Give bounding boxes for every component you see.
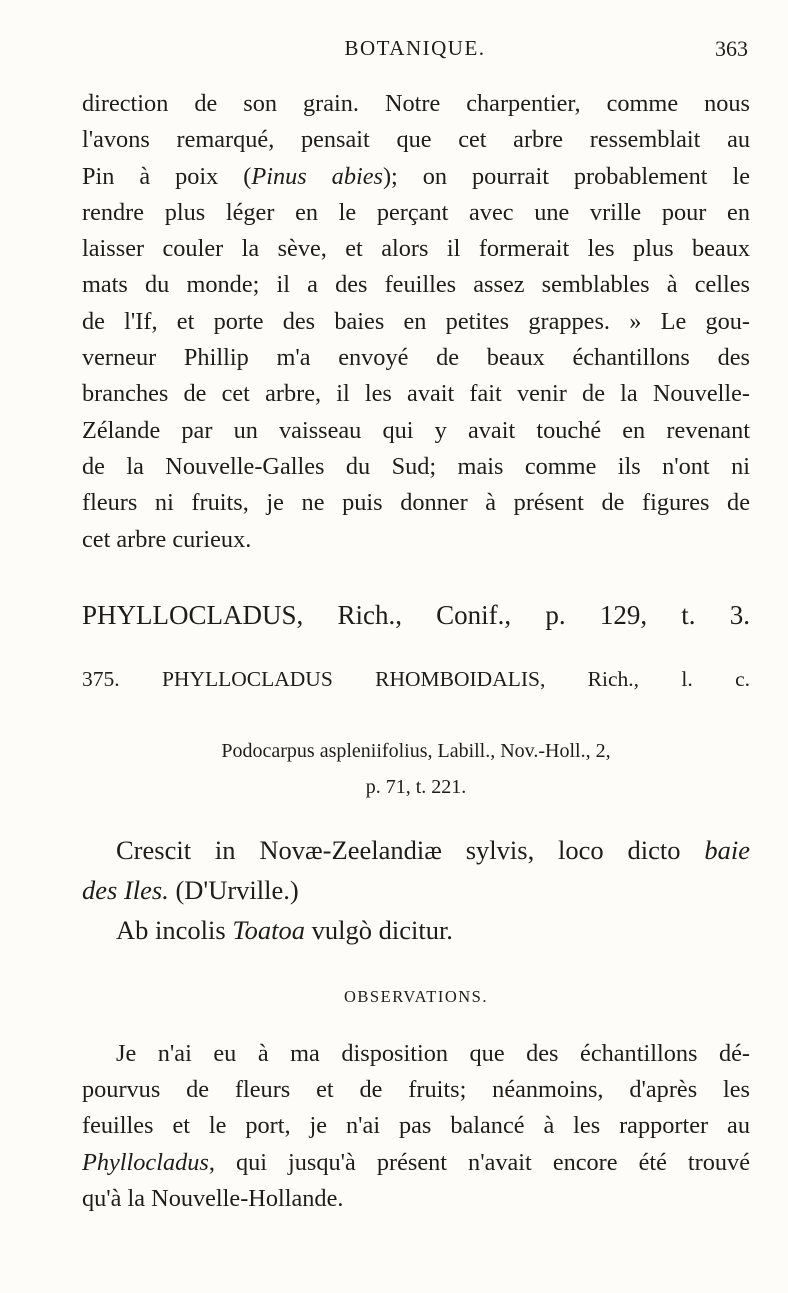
- text-line: Je n'ai eu à ma disposition que des échantillons dé-: [116, 1040, 750, 1067]
- observations-paragraph: [82, 1036, 750, 1217]
- habitat-line: [116, 910, 750, 950]
- text-segment: Ab incolis: [116, 915, 233, 945]
- text-segment: , qui jusqu'à présent n'avait encore été trouvé: [208, 1148, 750, 1176]
- text-line: rendre plus léger en le perçant avec une vrille pour en: [82, 198, 750, 226]
- synonym-line: Podocarpus aspleniifolius, Labill., Nov.-Holl., 2,: [221, 740, 611, 762]
- synonym-line: p. 71, t. 221.: [365, 776, 467, 798]
- text-line: verneur Phillip m'a envoyé de beaux échantillons des: [82, 344, 750, 372]
- habitat-description: [82, 830, 750, 950]
- text-segment: (D'Urville.): [168, 875, 299, 905]
- page-header: [82, 36, 748, 66]
- text-line: [82, 159, 750, 195]
- text-line: mats du monde; il a des feuilles assez semblables à celles: [82, 271, 750, 299]
- running-title: BOTANIQUE.: [344, 36, 486, 60]
- text-line: branches de cet arbre, il les avait fait venir de la Nouvelle-: [82, 380, 750, 408]
- italic-segment: des Iles.: [82, 875, 169, 905]
- text-segment: vulgò dicitur.: [304, 915, 453, 945]
- body-paragraph: [82, 86, 750, 558]
- text-segment: Pin à poix: [82, 162, 244, 190]
- genus-name: Phyllocladus: [82, 1148, 209, 1176]
- habitat-line: [82, 870, 750, 910]
- text-line: Zélande par un vaisseau qui y avait touché en revenant: [82, 416, 750, 444]
- text-line: l'avons remarqué, pensait que cet arbre ressemblait au: [82, 126, 750, 154]
- text-line: de la Nouvelle-Galles du Sud; mais comme ils n'ont ni: [82, 452, 750, 480]
- vernacular-name: Toatoa: [232, 915, 305, 945]
- italic-segment: baie: [704, 835, 750, 865]
- text-line: laisser couler la sève, et alors il formerait les plus beaux: [82, 235, 750, 263]
- text-segment: Crescit in Novæ-Zeelandiæ sylvis, loco dicto: [116, 835, 705, 865]
- observations-heading: OBSERVATIONS.: [344, 987, 488, 1006]
- text-line: fleurs ni fruits, je ne puis donner à présent de figures de: [82, 489, 750, 517]
- text-line: feuilles et le port, je n'ai pas balancé à les rapporter au: [82, 1112, 750, 1140]
- text-line: cet arbre curieux.: [82, 525, 252, 553]
- species-heading: 375. PHYLLOCLADUS RHOMBOIDALIS, Rich., l. c.: [82, 667, 750, 691]
- text-line: de l'If, et porte des baies en petites grappes. » Le gou-: [82, 307, 750, 335]
- text-line: direction de son grain. Notre charpentier, comme nous: [82, 90, 750, 117]
- text-line: pourvus de fleurs et de fruits; néanmoins, d'après les: [82, 1076, 750, 1104]
- paren-open: (: [243, 162, 252, 190]
- latin-name: Pinus abies: [251, 162, 383, 190]
- text-line: [82, 1145, 750, 1181]
- habitat-line: [116, 830, 750, 870]
- synonym-citation: [82, 733, 750, 805]
- page-number: 363: [715, 36, 748, 61]
- text-segment: ); on pourrait probablement le: [382, 162, 750, 190]
- genus-heading: PHYLLOCLADUS, Rich., Conif., p. 129, t. 3.: [82, 600, 750, 630]
- text-line: qu'à la Nouvelle-Hollande.: [82, 1184, 344, 1212]
